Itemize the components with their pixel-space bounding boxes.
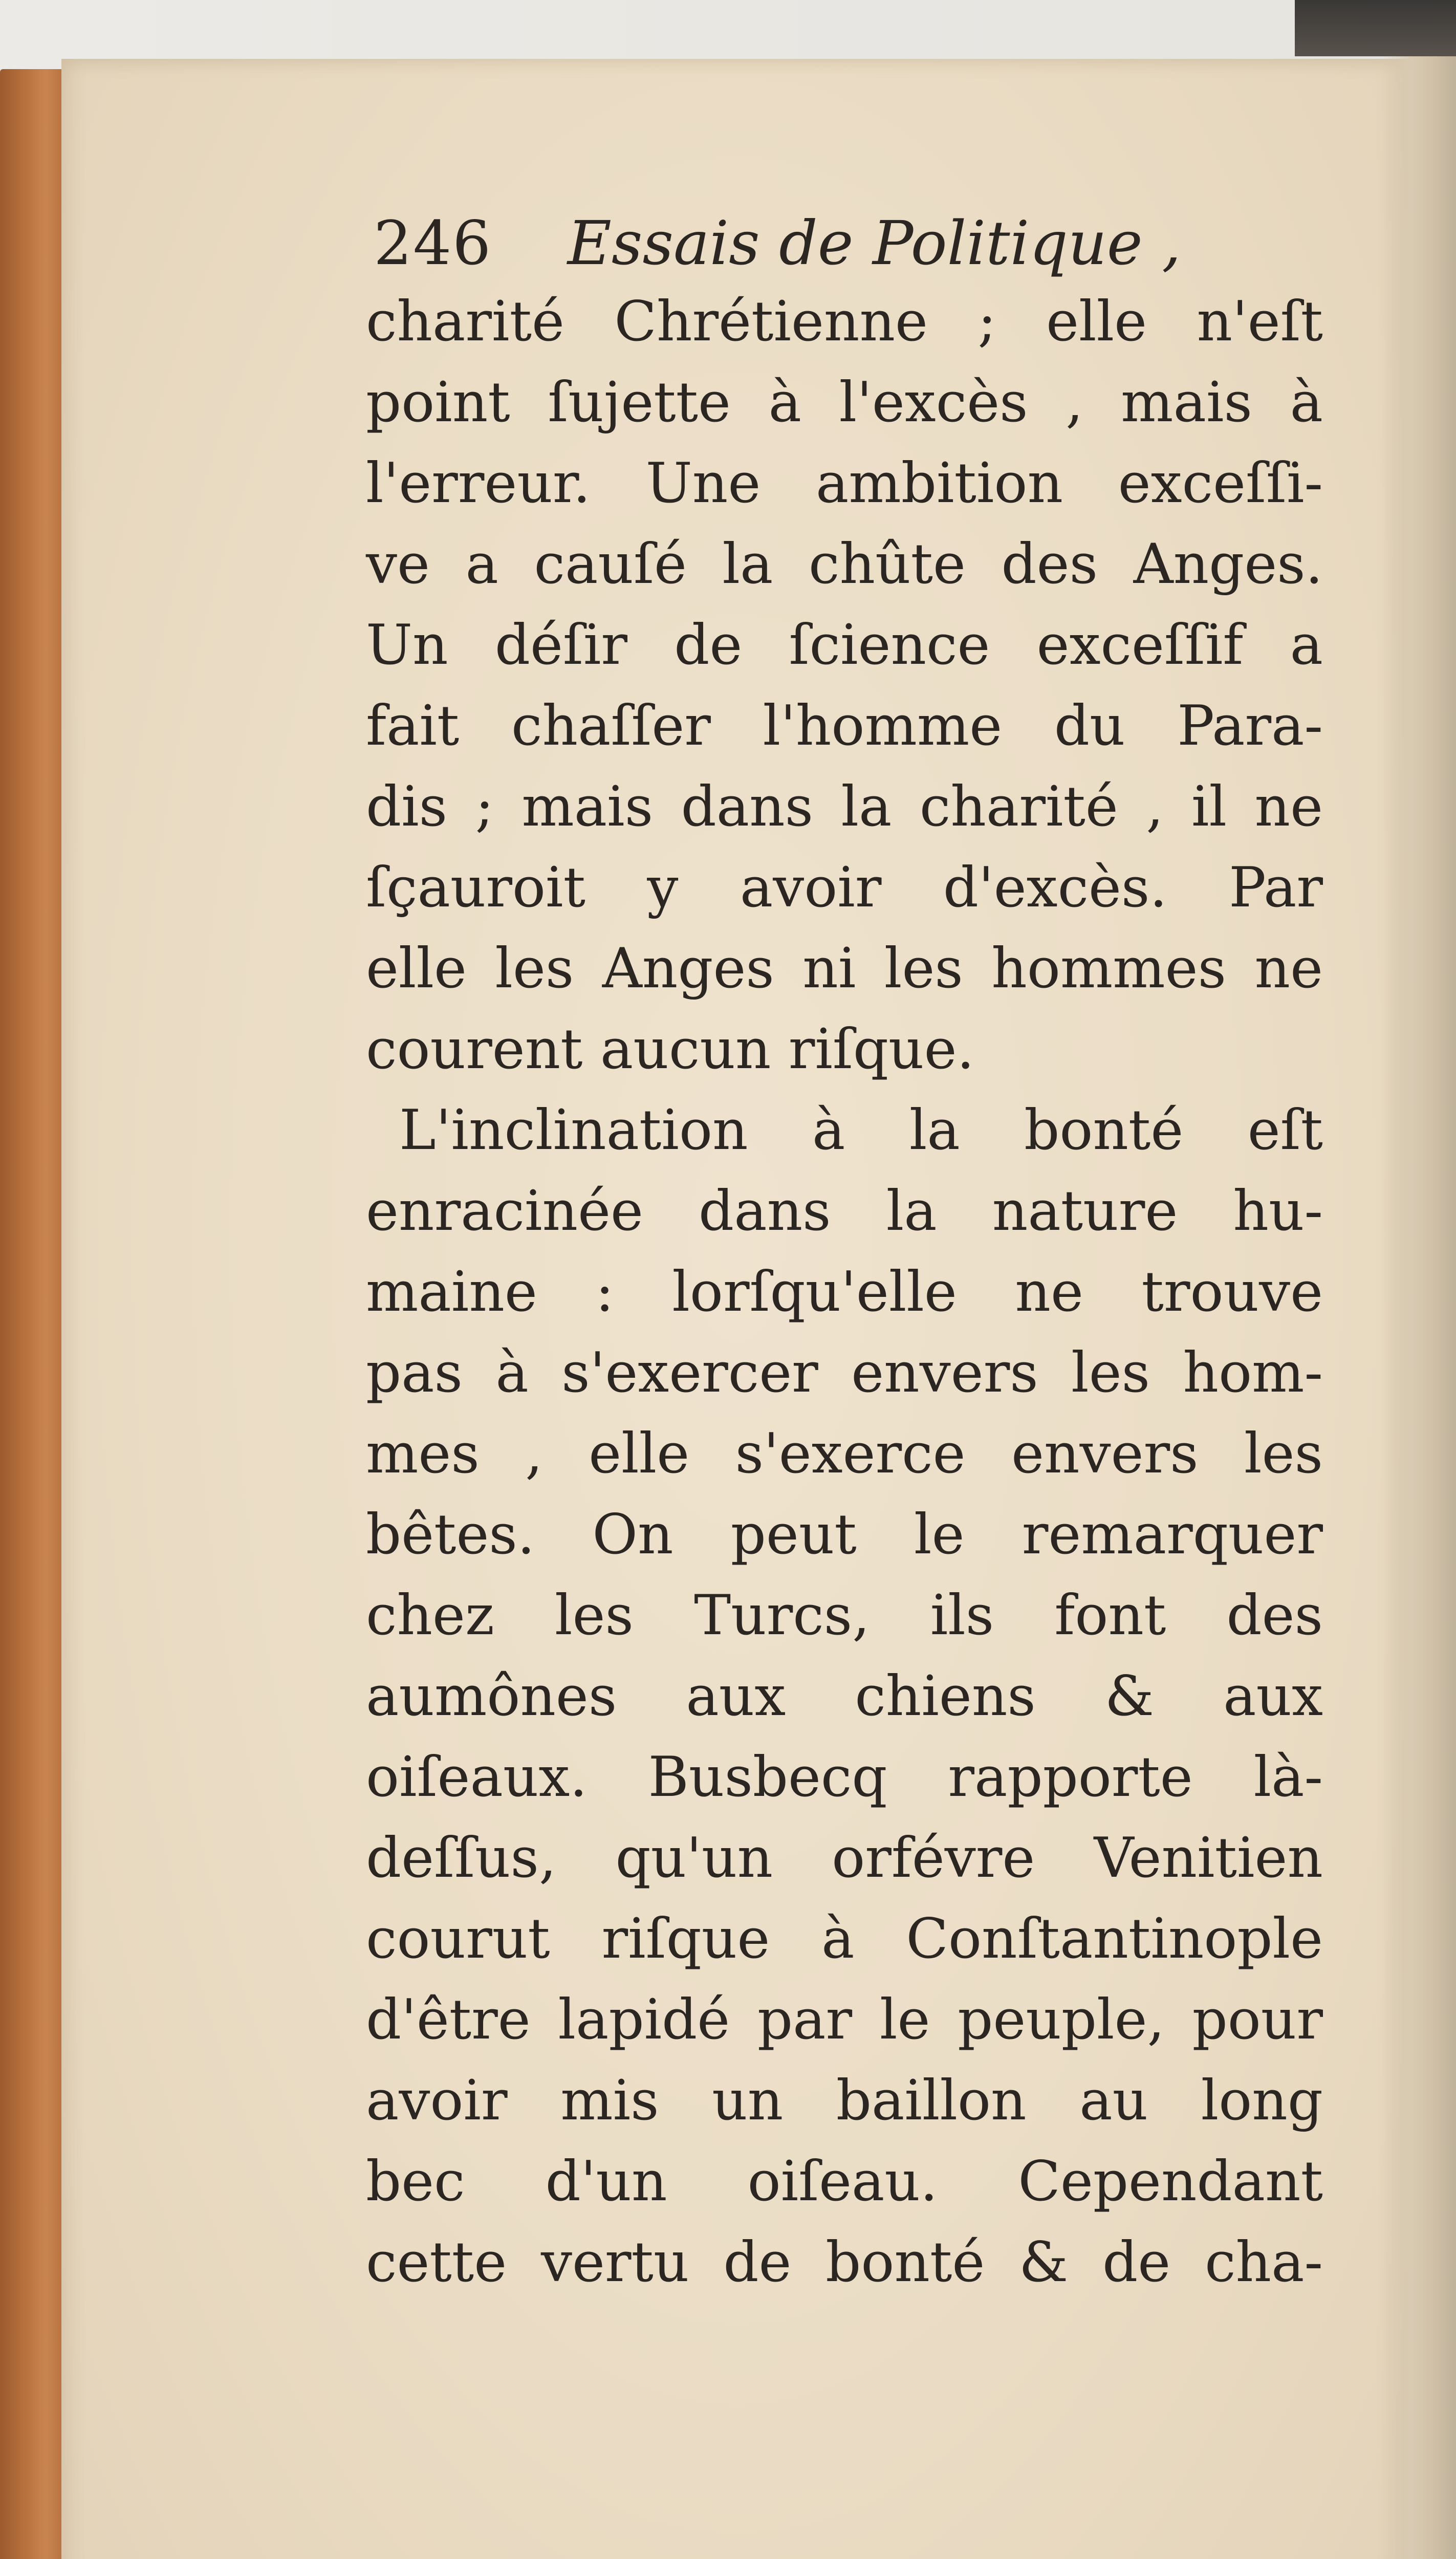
text-line: bêtes. On peut le remarquer (366, 1503, 1323, 1567)
text-line: ve a cauſé la chûte des Anges. (366, 532, 1323, 596)
binding-top (1295, 0, 1456, 56)
text-line: Un déſir de ſcience exceſſif a (366, 613, 1323, 677)
text-line: aumônes aux chiens & aux (366, 1664, 1323, 1728)
text-line: charité Chrétienne ; elle n'eſt (366, 290, 1323, 354)
page-text (366, 205, 1323, 2303)
text-line: l'erreur. Une ambition exceſſi- (366, 451, 1323, 515)
page-gutter (1382, 56, 1456, 2559)
page-number: 246 (374, 208, 492, 278)
text-line: mes , elle s'exerce envers les (366, 1422, 1323, 1486)
text-line: point ſujette à l'excès , mais à (366, 371, 1323, 435)
text-line: courent aucun riſque. (366, 1017, 974, 1081)
paragraph-start: L'inclination à la bonté eſt (399, 1098, 1323, 1162)
text-line: courut riſque à Conſtantinople (366, 1907, 1323, 1971)
text-line: pas à s'exercer envers les hom- (366, 1341, 1323, 1405)
text-line: deſſus, qu'un orfévre Venitien (366, 1826, 1323, 1890)
text-line: elle les Anges ni les hommes ne (366, 937, 1323, 1001)
text-line: d'être lapidé par le peuple, pour (366, 1988, 1323, 2052)
text-line: cette vertu de bonté & de cha- (366, 2230, 1323, 2294)
text-line: dis ; mais dans la charité , il ne (366, 775, 1323, 839)
text-line: maine : lorſqu'elle ne trouve (366, 1260, 1323, 1324)
running-header (374, 205, 1323, 281)
text-line: oiſeaux. Busbecq rapporte là- (366, 1745, 1323, 1809)
text-line: fait chaſſer l'homme du Para- (366, 694, 1323, 758)
text-line: bec d'un oiſeau. Cependant (366, 2150, 1323, 2214)
text-line: avoir mis un baillon au long (366, 2069, 1323, 2133)
running-title: Essais de Politique , (567, 208, 1181, 278)
text-line: ſçauroit y avoir d'excès. Par (366, 856, 1323, 920)
text-line: enracinée dans la nature hu- (366, 1179, 1323, 1243)
text-line: chez les Turcs, ils font des (366, 1584, 1323, 1647)
